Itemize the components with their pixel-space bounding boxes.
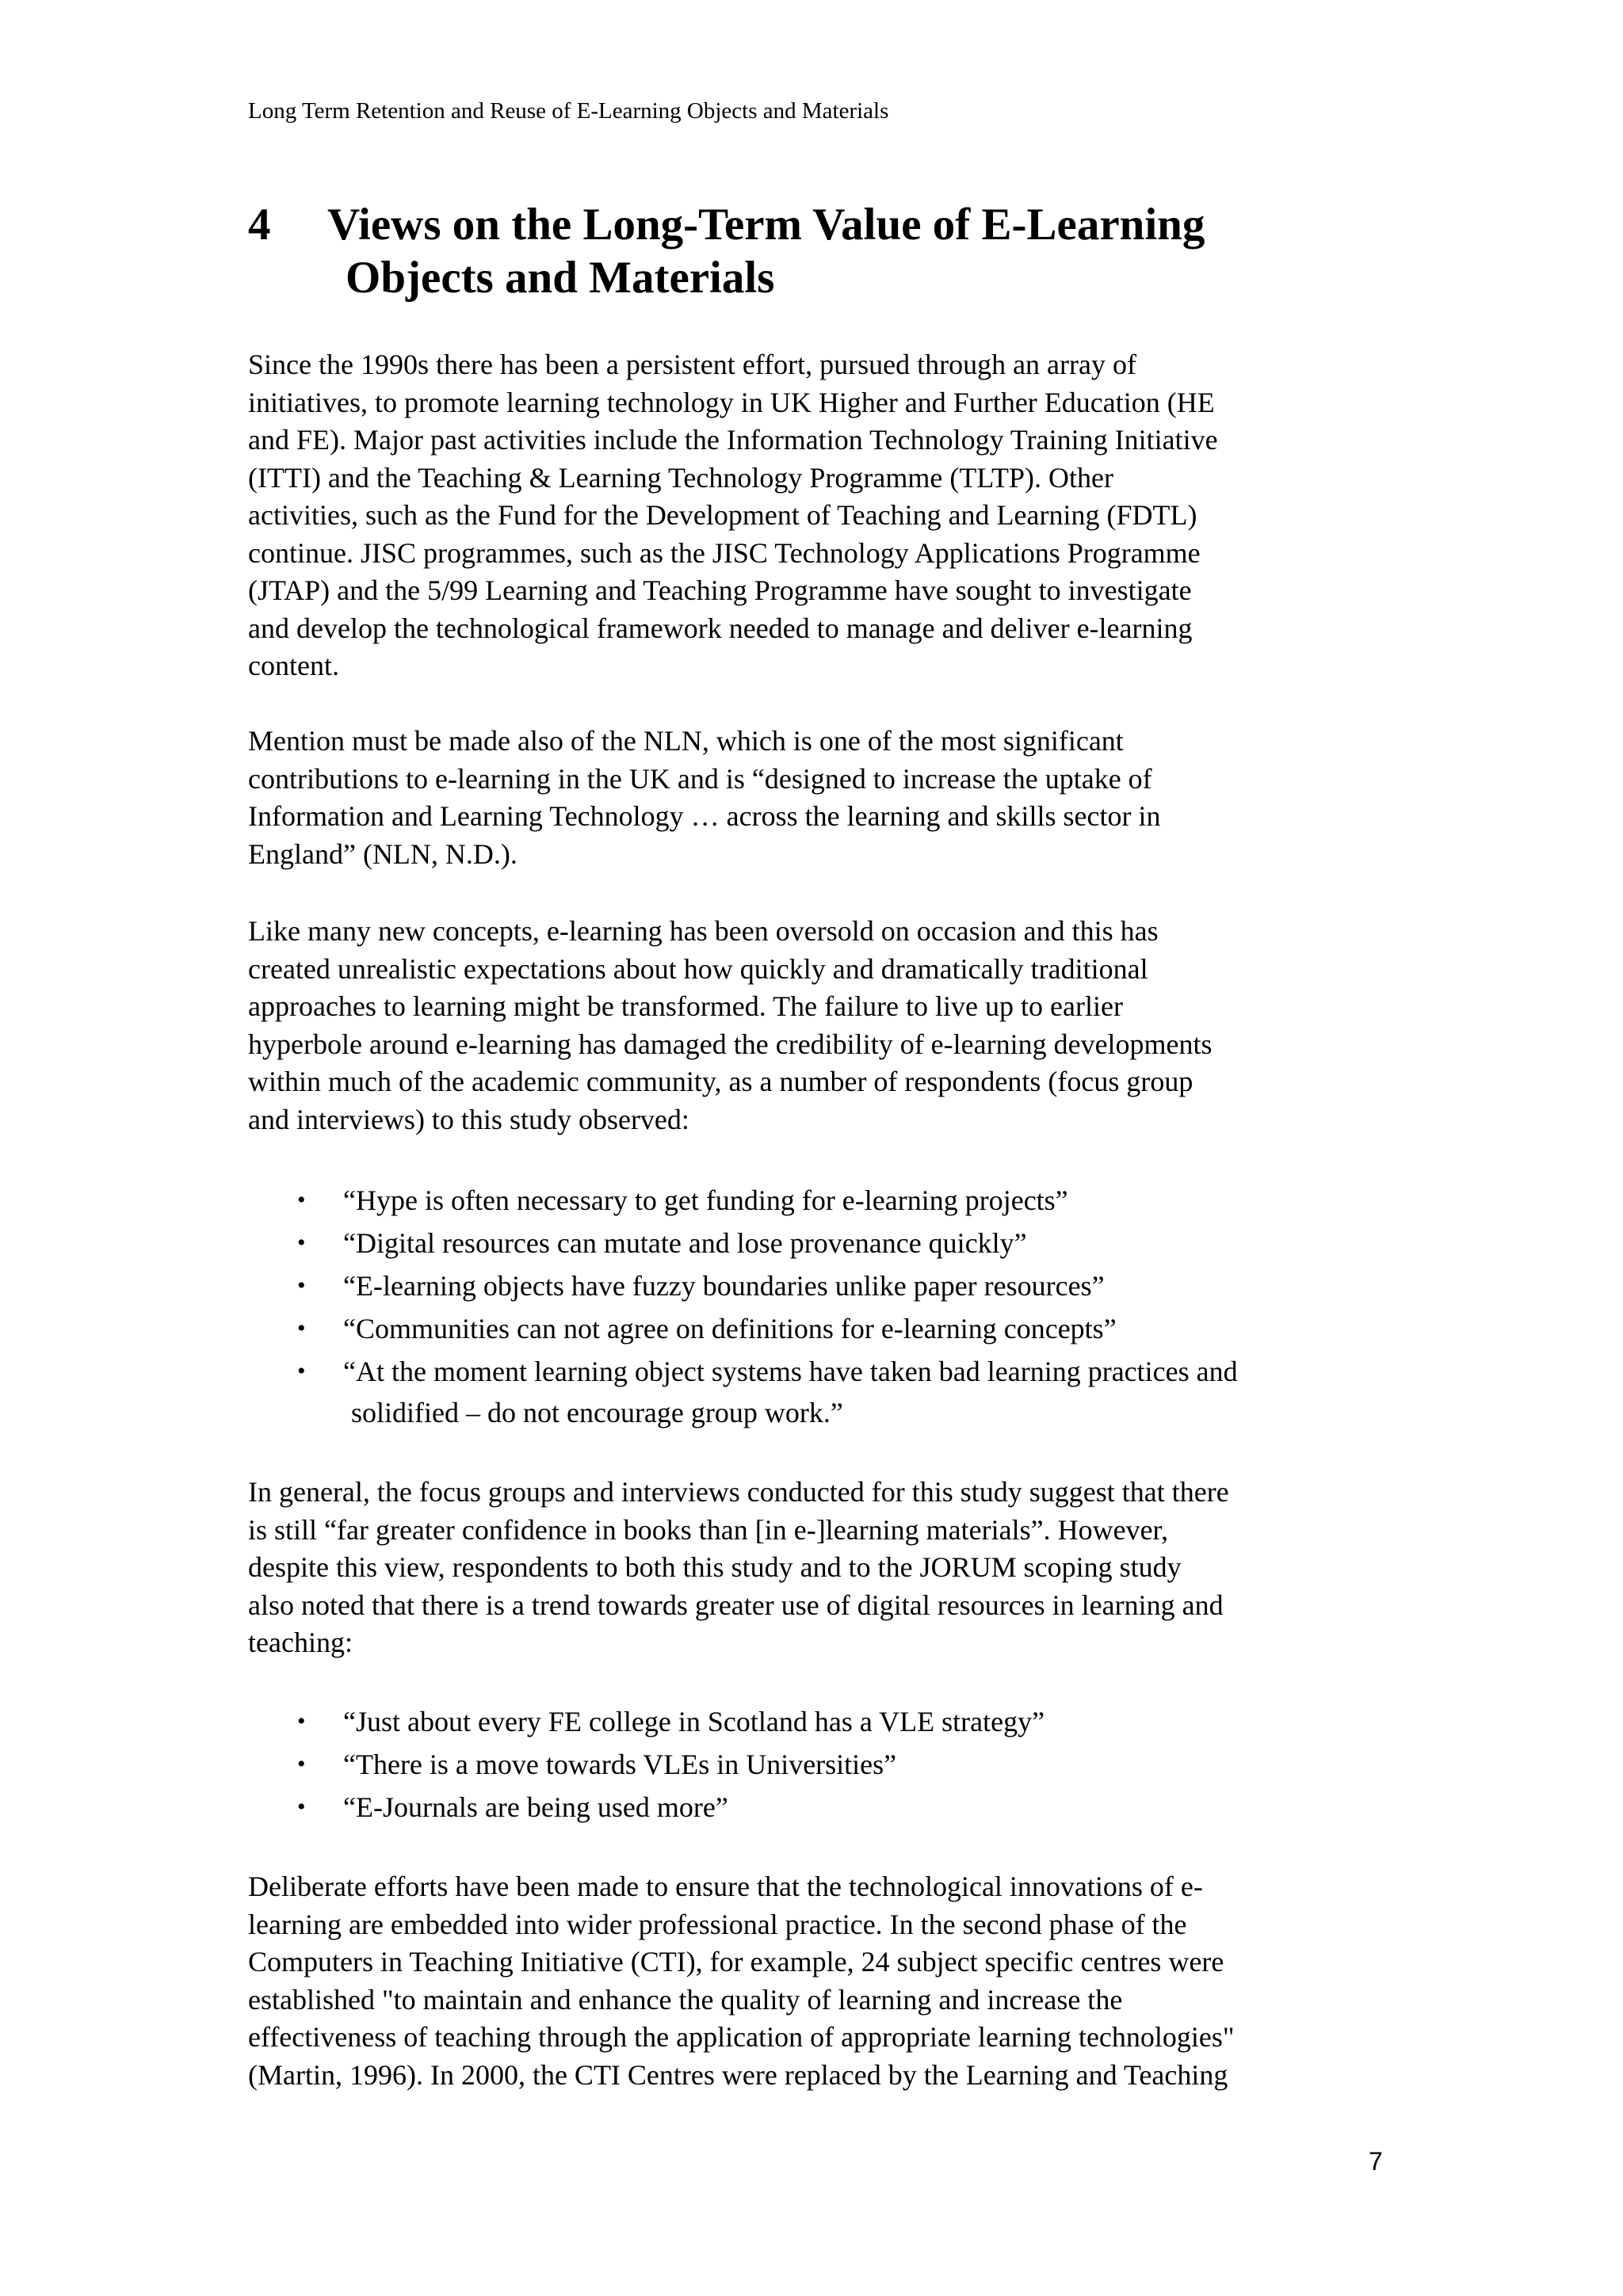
paragraph-2 — [248, 723, 1405, 873]
list-item: • “There is a move towards VLEs in Universities” — [248, 1743, 1405, 1786]
paragraph-4 — [248, 1474, 1405, 1662]
paragraph-line: effectiveness of teaching through the application of appropriate learning technologies" — [248, 2021, 1235, 2053]
running-header: Long Term Retention and Reuse of E-Learning Objects and Materials — [248, 98, 889, 124]
paragraph-line: within much of the academic community, as a number of respondents (focus group — [248, 1066, 1193, 1097]
list-item: • “Communities can not agree on definitions for e-learning concepts” — [248, 1307, 1405, 1350]
paragraph-line: and FE). Major past activities include the Information Technology Training Initiative — [248, 424, 1218, 456]
paragraph-line: approaches to learning might be transformed. The failure to live up to earlier — [248, 990, 1123, 1022]
paragraph-line: (JTAP) and the 5/99 Learning and Teaching Programme have sought to investigate — [248, 574, 1192, 606]
list-item: • “Hype is often necessary to get funding for e-learning projects” — [248, 1179, 1405, 1222]
paragraph-line: and develop the technological framework needed to manage and deliver e-learning — [248, 612, 1193, 644]
paragraph-line: hyperbole around e-learning has damaged the credibility of e-learning developments — [248, 1028, 1212, 1060]
section-title-line-1: Views on the Long-Term Value of E-Learning — [327, 200, 1205, 250]
section-number: 4 — [248, 200, 271, 250]
paragraph-line: learning are embedded into wider professional practice. In the second phase of the — [248, 1908, 1187, 1940]
paragraph-line: and interviews) to this study observed: — [248, 1103, 689, 1135]
paragraph-line: Since the 1990s there has been a persistent effort, pursued through an array of — [248, 349, 1136, 380]
quote-list-1 — [248, 1179, 1405, 1432]
page-number: 7 — [1369, 2147, 1383, 2176]
bullet-icon: • — [297, 1358, 306, 1384]
paragraph-line: England” (NLN, N.D.). — [248, 837, 517, 870]
paragraph-line: Deliberate efforts have been made to ensure that the technological innovations of e- — [248, 1871, 1203, 1902]
paragraph-line: also noted that there is a trend towards greater use of digital resources in learning and — [248, 1589, 1224, 1621]
paragraph-line: continue. JISC programmes, such as the JISC Technology Applications Programme — [248, 536, 1201, 569]
section-title-line-2: Objects and Materials — [346, 253, 775, 303]
paragraph-5 — [248, 1868, 1405, 2094]
section-title — [327, 198, 1358, 304]
paragraph-line: Like many new concepts, e-learning has been oversold on occasion and this has — [248, 915, 1159, 947]
quote-list-2 — [248, 1700, 1405, 1829]
bullet-icon: • — [297, 1751, 306, 1777]
list-item-continuation: solidified – do not encourage group work.” — [351, 1397, 843, 1428]
paragraph-line: initiatives, to promote learning technology in UK Higher and Further Education (HE — [248, 386, 1215, 418]
paragraph-line: Information and Learning Technology … across the learning and skills sector in — [248, 800, 1161, 832]
list-item: • “E-Journals are being used more” — [248, 1786, 1405, 1829]
paragraph-line: activities, such as the Fund for the Development of Teaching and Learning (FDTL) — [248, 499, 1197, 531]
paragraph-line: despite this view, respondents to both this study and to the JORUM scoping study — [248, 1551, 1182, 1583]
paragraph-line: teaching: — [248, 1627, 353, 1658]
list-item: • “Digital resources can mutate and lose provenance quickly” — [248, 1222, 1405, 1264]
paragraph-1 — [248, 346, 1405, 685]
paragraph-line: created unrealistic expectations about how quickly and dramatically traditional — [248, 952, 1148, 985]
paragraph-line: established "to maintain and enhance the quality of learning and increase the — [248, 1983, 1123, 2016]
list-item: • “At the moment learning object systems have taken bad learning practices and solidified – do not encourage group work.” — [248, 1350, 1405, 1432]
paragraph-line: contributions to e-learning in the UK and is “designed to increase the uptake of — [248, 762, 1152, 795]
paragraph-line: content. — [248, 650, 339, 681]
list-item: • “Just about every FE college in Scotland has a VLE strategy” — [248, 1700, 1405, 1743]
paragraph-line: (Martin, 1996). In 2000, the CTI Centres were replaced by the Learning and Teaching — [248, 2058, 1228, 2091]
bullet-icon: • — [297, 1315, 306, 1341]
bullet-icon: • — [297, 1272, 306, 1299]
paragraph-line: Mention must be made also of the NLN, which is one of the most significant — [248, 725, 1124, 757]
paragraph-line: is still “far greater confidence in books than [in e-]learning materials”. However, — [248, 1513, 1169, 1546]
bullet-icon: • — [297, 1230, 306, 1256]
paragraph-line: In general, the focus groups and interviews conducted for this study suggest that there — [248, 1476, 1229, 1508]
paragraph-3 — [248, 913, 1405, 1138]
paragraph-line: (ITTI) and the Teaching & Learning Technology Programme (TLTP). Other — [248, 461, 1113, 494]
bullet-icon: • — [297, 1708, 306, 1734]
bullet-icon: • — [297, 1794, 306, 1820]
paragraph-line: Computers in Teaching Initiative (CTI), for example, 24 subject specific centres were — [248, 1946, 1224, 1978]
list-item: • “E-learning objects have fuzzy boundaries unlike paper resources” — [248, 1264, 1405, 1307]
bullet-icon: • — [297, 1187, 306, 1213]
